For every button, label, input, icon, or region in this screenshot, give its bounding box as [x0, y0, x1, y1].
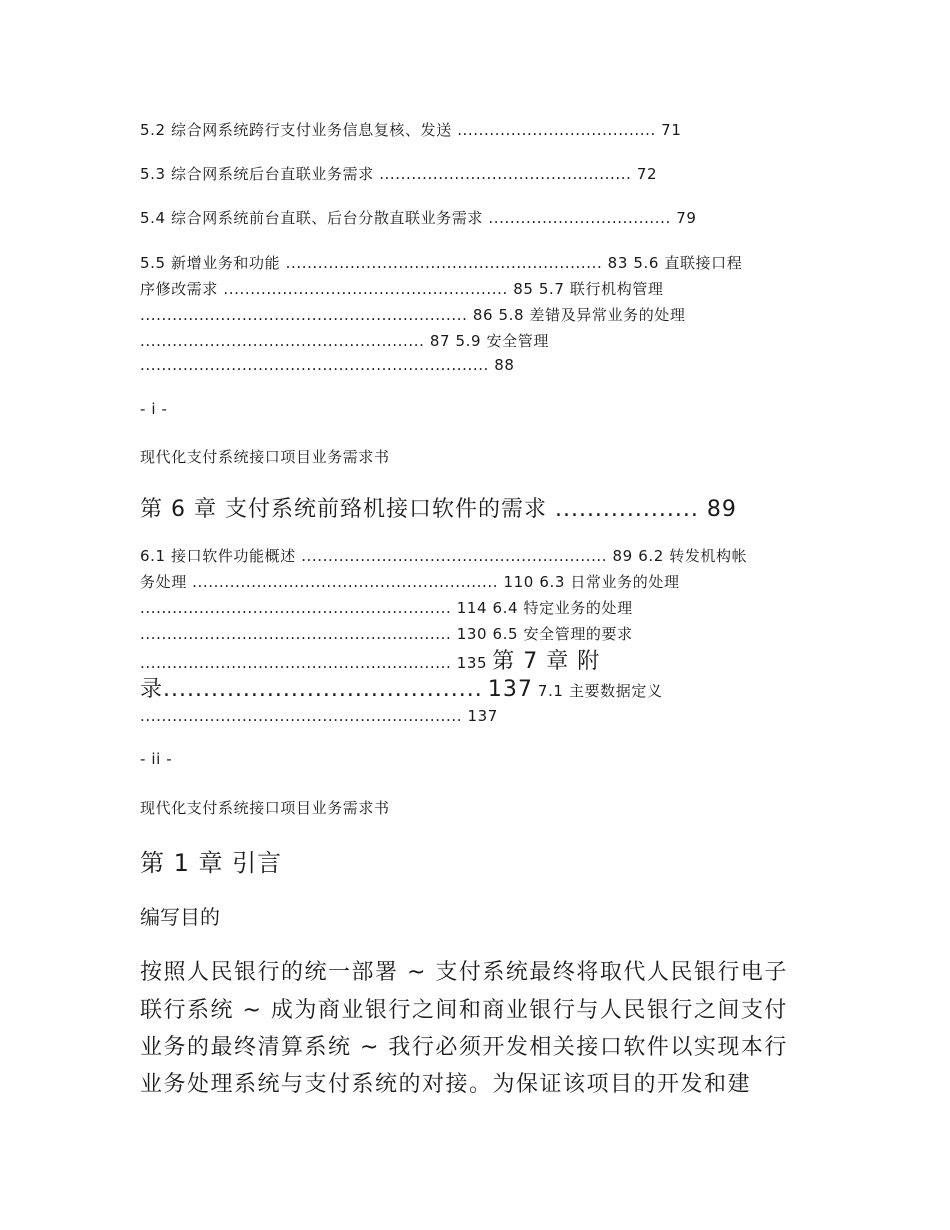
toc-entry-6-1[interactable]: 6.1 接口软件功能概述 ......................................................... 89 6.2 转发机构帐 [140, 547, 748, 565]
chapter-1-heading: 第 1 章 引言 [140, 849, 283, 877]
toc-leader: .......................................................... 135 [140, 654, 488, 672]
toc-entry-5-8[interactable]: ..................................................... 87 5.9 安全管理 [140, 332, 549, 350]
running-header: 现代化支付系统接口项目业务需求书 [140, 448, 390, 466]
page-number: - ii - [140, 750, 173, 768]
chapter-7-page: 137 [487, 677, 533, 702]
toc-entry-5-9[interactable]: ................................................................. 88 [140, 356, 515, 374]
toc-entry-5-5[interactable]: 5.5 新增业务和功能 ........................................................... 83 5.6 直联接口程 [140, 254, 743, 272]
toc-entry-6-2[interactable]: 务处理 ......................................................... 110 6.3 日常业务的处理 [140, 573, 680, 591]
toc-entry-7-1[interactable]: 7.1 主要数据定义 [537, 682, 663, 700]
toc-entry-6-3[interactable]: .......................................................... 114 6.4 特定业务的处理 [140, 599, 633, 617]
page-number: - i - [140, 400, 168, 418]
running-header: 现代化支付系统接口项目业务需求书 [140, 799, 390, 817]
body-text-line: 业务处理系统与支付系统的对接。为保证该项目的开发和建 [140, 1072, 752, 1097]
body-text-line: 业务的最终清算系统 ~ 我行必须开发相关接口软件以实现本行 [140, 1035, 788, 1060]
toc-entry-5-3[interactable]: 5.3 综合网系统后台直联业务需求 ............................................... 72 [140, 165, 658, 183]
chapter-7-heading-tail: 录........................................ [140, 677, 483, 702]
body-text-line: 按照人民银行的统一部署 ~ 支付系统最终将取代人民银行电子 [140, 960, 788, 985]
toc-entry-5-2[interactable]: 5.2 综合网系统跨行支付业务信息复核、发送 ..................................... 71 [140, 121, 682, 139]
section-heading: 编写目的 [140, 905, 220, 929]
toc-entry-6-5[interactable] [140, 644, 600, 675]
toc-entry-7-1-page: ............................................................ 137 [140, 707, 498, 725]
chapter-7-heading-part[interactable]: 第 7 章 附 [492, 649, 601, 674]
chapter-7-line[interactable] [140, 672, 663, 703]
toc-entry-6-4[interactable]: .......................................................... 130 6.5 安全管理的要求 [140, 625, 633, 643]
toc-entry-5-4[interactable]: 5.4 综合网系统前台直联、后台分散直联业务需求 .................................. 79 [140, 209, 697, 227]
body-text-line: 联行系统 ~ 成为商业银行之间和商业银行与人民银行之间支付 [140, 998, 788, 1023]
chapter-6-heading[interactable]: 第 6 章 支付系统前臵机接口软件的需求 .................. 89 [140, 497, 737, 522]
toc-entry-5-6[interactable]: 序修改需求 ..................................................... 85 5.7 联行机构管理 [140, 280, 664, 298]
toc-entry-5-7[interactable]: ............................................................. 86 5.8 差错及异常业务的处理 [140, 306, 686, 324]
